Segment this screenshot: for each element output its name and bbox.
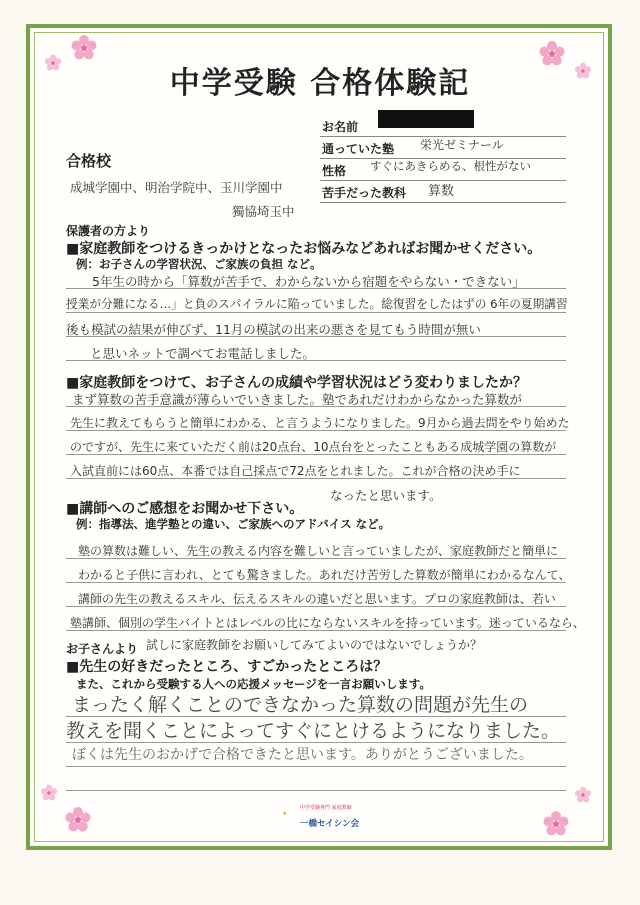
answer-1-line: 5年生の時から「算数が苦手で、わからないから宿題をやらない・できない」 — [92, 274, 525, 289]
cherry-blossom-icon — [542, 810, 570, 838]
parent-section-label: 保護者の方より — [66, 224, 151, 238]
answer-2-line: まず算数の苦手意識が薄らいでいきました。塾であれだけわからなかった算数が — [72, 392, 523, 407]
answer-4-line: まったく解くことのできなかった算数の問題が先生の — [72, 694, 529, 716]
cherry-blossom-icon — [40, 784, 58, 802]
answer-3-line: 講師の先生の教えるスキル、伝えるスキルの違いだと思います。プロの家庭教師は、若い — [78, 592, 556, 606]
cherry-blossom-icon — [574, 786, 592, 804]
answer-4-line: 教えを聞くことによってすぐにとけるようになりました。 — [66, 720, 561, 742]
field-value-school: 栄光ゼミナール — [420, 138, 504, 152]
answer-2-line: のですが、先生に来ていただく前は20点台、10点台をとったこともある成城学園の算数が — [70, 440, 557, 454]
field-value-weak-subject: 算数 — [428, 184, 455, 199]
question-3-example: 例：指導法、進学塾との違い、ご家族へのアドバイス など。 — [76, 517, 391, 531]
question-4: ■先生の好きだったところ、すごかったところは？ — [66, 659, 388, 675]
answer-3-line: 塾の算数は難しい、先生の教える内容を難しいと言っていましたが、家庭教師だと簡単に — [78, 544, 559, 558]
answer-2-line: なったと思います。 — [330, 488, 442, 503]
passed-schools-line1: 成城学園中、明治学院中、玉川学園中 — [70, 180, 283, 195]
page-title: 中学受験 合格体験記 — [169, 66, 471, 101]
redacted-name — [378, 110, 474, 128]
answer-2-line: 入試直前には60点、本番では自己採点で72点をとれました。これが合格の決め手に — [70, 464, 521, 478]
question-4-example: また、これから受験する人への応援メッセージを一言お願いします。 — [76, 677, 431, 691]
answer-3-line: 塾講師、個別の学生バイトとはレベルの比にならないスキルを持っています。迷っているなら、 — [70, 616, 585, 630]
ruled-line — [66, 766, 566, 767]
answer-3-line: わかると子供に言われ、とても驚きました。あれだけ苦労した算数が簡単にわかるなんて、 — [78, 568, 571, 582]
answer-1-line: 授業が分難になる…」と負のスパイラルに陥っていました。総復習をしたはずの 6年の夏期講習 — [66, 297, 568, 311]
answer-1-line: と思いネットで調べてお電話しました。 — [90, 346, 316, 361]
question-1: ■家庭教師をつけるきっかけとなったお悩みなどあればお聞かせください。 — [66, 241, 542, 257]
question-1-example: 例：お子さんの学習状況、ご家族の負担 など。 — [76, 257, 322, 271]
question-3: ■講師へのご感想をお聞かせ下さい。 — [66, 501, 304, 517]
question-2: ■家庭教師をつけて、お子さんの成績や学習状況はどう変わりましたか？ — [66, 375, 527, 391]
field-label-school: 通っていた塾 — [322, 142, 395, 156]
ruled-line — [66, 312, 566, 313]
passed-schools-label: 合格校 — [66, 152, 112, 170]
field-label-name: お名前 — [322, 120, 359, 134]
field-value-personality: すぐにあきらめる、根性がない — [370, 159, 531, 173]
answer-3-line: 試しに家庭教師をお願いしてみてよいのではないでしょうか？ — [146, 638, 483, 652]
field-label-weak-subject: 苦手だった教科 — [322, 186, 407, 200]
field-label-personality: 性格 — [322, 164, 347, 178]
answer-1-line: 後も模試の結果が伸びず、11月の模試の出来の悪さを見てもう時間が無い — [66, 322, 481, 337]
answer-4-line: ぼくは先生のおかげで合格できたと思います。ありがとうございました。 — [72, 747, 533, 763]
cherry-blossom-icon — [64, 806, 92, 834]
brand-logo-icon — [283, 802, 299, 824]
brand-name: 一橋セイシン会 — [300, 819, 360, 829]
brand-tagline: 中学受験専門 家庭教師 — [300, 805, 352, 811]
passed-schools-line2: 獨協埼玉中 — [232, 204, 295, 219]
answer-2-line: 先生に教えてもらうと簡単にわかる、と言うようになりました。9月から過去問をやり始めた — [70, 416, 570, 430]
child-section-label: お子さんより — [66, 642, 139, 656]
ruled-line — [66, 790, 566, 791]
